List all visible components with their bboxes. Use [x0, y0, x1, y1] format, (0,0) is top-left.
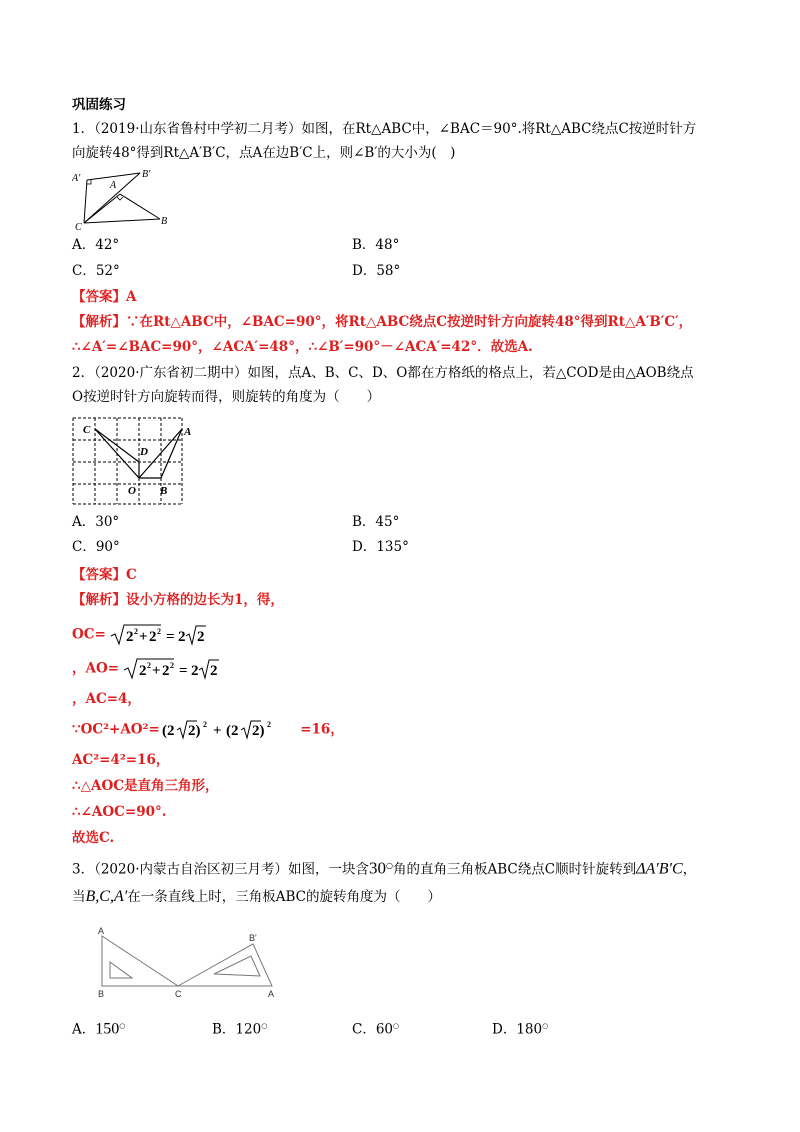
- svg-text:2: 2: [138, 663, 147, 679]
- q2-ao-formula: ，AO= 2 2 + 2 2 = 2 2: [72, 657, 222, 681]
- q2-option-a: A．30°: [72, 514, 120, 530]
- q2-angle-line: ∴∠AOC=90°.: [72, 804, 167, 820]
- q3-label-b-prime: B': [249, 933, 257, 943]
- svg-text:2: 2: [125, 629, 134, 645]
- q1-text-line2: 向旋转48°得到Rt△A′B′C，点A在边B′C上，则∠B′的大小为( ): [72, 145, 456, 161]
- q1-figure: [72, 168, 172, 230]
- q3-option-b: B．120○: [212, 1021, 268, 1038]
- q1-option-d: D．58°: [352, 263, 401, 279]
- q3-figure: [92, 926, 292, 1002]
- svg-text:(2: (2: [226, 723, 239, 739]
- q3-text-line1: 3．（2020·内蒙古自治区初三月考）如图，一块含30○角的直角三角板ABC绕点C顺时针旋转到ΔA′B′C，: [72, 858, 697, 878]
- q1-label-b-prime: B′: [142, 169, 151, 180]
- q3-option-d: D．180○: [492, 1021, 549, 1038]
- q1-label-a-prime: A′: [72, 173, 81, 184]
- svg-text:2: 2: [156, 627, 161, 636]
- svg-text:+: +: [138, 629, 148, 645]
- svg-text:2: 2: [203, 720, 208, 729]
- q3-label-c: C: [175, 989, 182, 999]
- q2-label-b: B: [160, 485, 168, 497]
- svg-text:2: 2: [133, 627, 138, 636]
- svg-text:=: =: [178, 663, 188, 679]
- q2-option-c: C．90°: [72, 539, 120, 555]
- q1-option-a: A．42°: [72, 237, 120, 253]
- svg-text:+: +: [213, 723, 223, 739]
- svg-text:2: 2: [209, 663, 218, 679]
- q2-ac-line: ，AC=4，: [72, 691, 141, 707]
- q2-option-d: D．135°: [352, 539, 409, 555]
- q2-ao-math: [122, 657, 222, 681]
- q2-sum-math: [162, 718, 297, 742]
- q2-oc-formula: OC= 2 2 + 2 2 = 2 2: [72, 623, 209, 647]
- svg-text:=: =: [165, 629, 175, 645]
- q1-analysis-line1: 【解析】∵在Rt△ABC中，∠BAC=90°，将Rt△ABC绕点C按逆时针方向旋转48°得到Rt△A′B′C′，: [72, 314, 693, 330]
- q1-analysis-line2: ∴∠A′=∠BAC=90°，∠ACA′=48°，∴∠B′=90°－∠ACA′=42°．故选A.: [72, 339, 533, 355]
- svg-text:2: 2: [190, 663, 199, 679]
- q2-ac2-line: AC²=4²=16，: [72, 752, 170, 768]
- q2-option-b: B．45°: [352, 514, 400, 530]
- q2-label-o: O: [128, 485, 136, 497]
- q3-label-a2: A: [268, 989, 275, 999]
- q3-label-a: A: [98, 926, 105, 936]
- q2-answer: 【答案】C: [72, 567, 137, 583]
- section-title: 巩固练习: [72, 97, 126, 113]
- q2-label-a: A: [184, 426, 192, 438]
- q2-analysis-line1: 【解析】设小方格的边长为1，得，: [72, 592, 284, 608]
- q1-option-c: C．52°: [72, 263, 120, 279]
- svg-text:2: 2: [267, 720, 272, 729]
- q2-label-c: C: [83, 424, 91, 436]
- svg-text:2: 2: [177, 629, 186, 645]
- svg-text:2: 2: [146, 661, 151, 670]
- q2-choose-line: 故选C.: [72, 830, 115, 846]
- svg-text:(2: (2: [162, 723, 175, 739]
- q1-label-b: B: [161, 216, 168, 227]
- q1-label-c: C: [75, 222, 82, 230]
- q1-text-line1: 1．（2019·山东省鲁村中学初二月考）如图，在Rt△ABC中，∠BAC＝90°.将Rt△ABC绕点C按逆时针方: [72, 121, 697, 137]
- q2-text-line1: 2．（2020·广东省初二期中）如图，点A、B、C、D、O都在方格纸的格点上，若△COD是由△AOB绕点: [72, 365, 694, 381]
- svg-text:2): 2): [252, 723, 265, 739]
- q2-text-line2: O按逆时针方向旋转而得，则旋转的角度为（ ）: [72, 389, 381, 405]
- svg-text:+: +: [151, 663, 161, 679]
- q1-label-a: A: [110, 180, 117, 191]
- q2-oc-math: [109, 623, 209, 647]
- svg-text:2: 2: [169, 661, 174, 670]
- q1-answer: 【答案】A: [72, 289, 137, 305]
- svg-text:2: 2: [161, 663, 170, 679]
- q2-triangle-line: ∴△AOC是直角三角形，: [72, 778, 219, 794]
- q3-option-c: C．60○: [352, 1021, 400, 1038]
- q3-text-line2: 当B,C,A′在一条直线上时，三角板ABC的旋转角度为（ ）: [72, 888, 441, 905]
- q2-sum-line: ∵OC²+AO²= (2 2) 2 + (2 2) 2 =16，: [72, 718, 344, 742]
- q3-label-b: B: [98, 989, 105, 999]
- svg-text:2): 2): [188, 723, 201, 739]
- svg-text:2: 2: [148, 629, 157, 645]
- q3-option-a: A．150○: [72, 1020, 126, 1038]
- q2-label-d: D: [140, 446, 148, 458]
- svg-text:2: 2: [196, 629, 205, 645]
- q2-figure: [72, 416, 197, 508]
- q1-option-b: B．48°: [352, 237, 400, 253]
